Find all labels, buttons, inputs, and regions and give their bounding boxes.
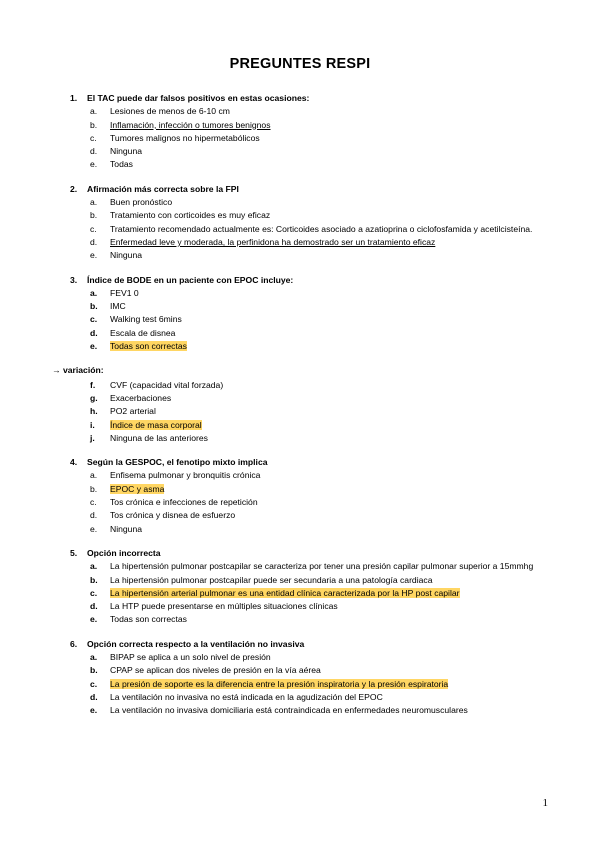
option-item xyxy=(0,560,600,573)
question-list xyxy=(0,92,600,728)
option-text: Todas son correctas xyxy=(110,614,187,625)
option-item xyxy=(0,209,600,222)
option-text: CPAP se aplican dos niveles de presión en la vía aérea xyxy=(110,665,321,676)
option-item xyxy=(0,145,600,158)
question-text: Opción correcta respecto a la ventilación no invasiva xyxy=(87,638,305,649)
option-item-correct xyxy=(0,587,600,600)
option-text: Ninguna de las anteriores xyxy=(110,432,208,443)
option-letter: e. xyxy=(90,523,98,534)
option-item xyxy=(0,664,600,677)
question-1-options xyxy=(0,105,600,171)
variation-options xyxy=(0,379,600,445)
question-3-options xyxy=(0,287,600,353)
question-6 xyxy=(70,638,600,651)
option-item xyxy=(0,523,600,536)
option-item xyxy=(0,327,600,340)
option-item xyxy=(0,600,600,613)
option-letter: a. xyxy=(90,470,98,481)
option-item xyxy=(0,249,600,262)
option-item xyxy=(0,132,600,145)
option-item xyxy=(0,313,600,326)
option-letter: j. xyxy=(90,432,95,443)
option-item xyxy=(0,574,600,587)
variation-heading xyxy=(52,364,600,377)
option-letter: d. xyxy=(90,146,98,157)
option-text: Ninguna xyxy=(110,146,143,157)
option-letter: a. xyxy=(90,561,98,572)
option-item-correct xyxy=(0,419,600,432)
option-item-correct xyxy=(0,678,600,691)
option-item xyxy=(0,432,600,445)
option-item-correct xyxy=(0,483,600,496)
option-text: La hipertensión pulmonar postcapilar se caracteriza por tener una presión capilar pulmonar superior a 15mmhg xyxy=(110,561,534,572)
option-text-highlighted: La presión de soporte es la diferencia entre la presión inspiratoria y la presión espiratoria xyxy=(110,678,449,689)
option-text: Ninguna xyxy=(110,250,143,261)
option-letter: d. xyxy=(90,236,98,247)
option-letter: f. xyxy=(90,379,96,390)
question-text: Según la GESPOC, el fenotipo mixto implica xyxy=(87,457,268,468)
page-number: 1 xyxy=(542,797,548,809)
option-text: La ventilación no invasiva domiciliaria está contraindicada en enfermedades neuromusculares xyxy=(110,705,468,716)
option-letter: e. xyxy=(90,705,98,716)
option-text: Tos crónica e infecciones de repetición xyxy=(110,497,258,508)
option-letter: i. xyxy=(90,419,95,430)
option-item xyxy=(0,405,600,418)
question-number: 2. xyxy=(70,183,78,194)
option-letter: e. xyxy=(90,250,98,261)
option-letter: c. xyxy=(90,587,98,598)
option-text: Tratamiento recomendado actualmente es: Corticoides asociado a azatioprina o ciclofosfamida y acetilcisteína. xyxy=(110,223,533,234)
option-item xyxy=(0,300,600,313)
option-text: Tratamiento con corticoides es muy eficaz xyxy=(110,210,271,221)
option-item xyxy=(0,392,600,405)
option-letter: c. xyxy=(90,314,98,325)
option-text: BIPAP se aplica a un solo nivel de presión xyxy=(110,651,271,662)
option-text-highlighted: Todas son correctas xyxy=(110,341,187,352)
question-4 xyxy=(70,456,600,469)
option-letter: d. xyxy=(90,691,98,702)
option-text: IMC xyxy=(110,301,126,312)
option-text-highlighted: Índice de masa corporal xyxy=(110,419,202,430)
option-letter: c. xyxy=(90,678,98,689)
question-text: Índice de BODE en un paciente con EPOC incluye: xyxy=(87,274,294,285)
option-item xyxy=(0,119,600,132)
option-text: Todas xyxy=(110,159,133,170)
question-text: Opción incorrecta xyxy=(87,547,161,558)
option-letter: h. xyxy=(90,406,98,417)
option-letter: e. xyxy=(90,614,98,625)
option-item xyxy=(0,613,600,626)
option-letter: g. xyxy=(90,392,98,403)
question-4-options xyxy=(0,469,600,535)
option-text: La hipertensión pulmonar postcapilar puede ser secundaria a una patología cardiaca xyxy=(110,574,433,585)
question-5 xyxy=(70,547,600,560)
question-text: Afirmación más correcta sobre la FPI xyxy=(87,183,239,194)
option-letter: b. xyxy=(90,665,98,676)
option-letter: c. xyxy=(90,497,97,508)
question-number: 1. xyxy=(70,93,78,103)
option-letter: e. xyxy=(90,159,98,170)
option-item xyxy=(0,651,600,664)
question-5-options xyxy=(0,560,600,626)
option-letter: a. xyxy=(90,651,98,662)
question-number: 4. xyxy=(70,457,78,468)
option-letter: a. xyxy=(90,106,98,117)
option-text-highlighted: La hipertensión arterial pulmonar es una entidad clínica caracterizada por la HP post capilar xyxy=(110,587,460,598)
option-item xyxy=(0,236,600,249)
option-text: CVF (capacidad vital forzada) xyxy=(110,379,224,390)
option-text: La HTP puede presentarse en múltiples situaciones clínicas xyxy=(110,601,338,612)
option-text: FEV1 0 xyxy=(110,287,139,298)
question-number: 5. xyxy=(70,547,78,558)
option-letter: b. xyxy=(90,574,98,585)
option-item xyxy=(0,105,600,118)
page-title: PREGUNTES RESPI xyxy=(229,56,371,72)
option-text: Buen pronóstico xyxy=(110,197,173,208)
option-text-highlighted: EPOC y asma xyxy=(110,483,165,494)
question-number: 6. xyxy=(70,638,78,649)
question-2 xyxy=(70,183,600,196)
option-text: PO2 arterial xyxy=(110,406,156,417)
option-letter: d. xyxy=(90,510,98,521)
option-letter: b. xyxy=(90,301,98,312)
question-2-options xyxy=(0,196,600,262)
option-text: Tumores malignos no hipermetabólicos xyxy=(110,132,260,143)
option-letter: a. xyxy=(90,197,98,208)
option-letter: a. xyxy=(90,287,98,298)
option-text: Tos crónica y disnea de esfuerzo xyxy=(110,510,236,521)
option-item xyxy=(0,287,600,300)
option-item xyxy=(0,469,600,482)
option-letter: b. xyxy=(90,119,98,130)
option-item xyxy=(0,223,600,236)
option-text-underlined: Enfermedad leve y moderada, la perfinidona ha demostrado ser un tratamiento eficaz xyxy=(110,236,436,247)
option-letter: b. xyxy=(90,210,98,221)
question-3 xyxy=(70,274,600,287)
option-text: Walking test 6mins xyxy=(110,314,182,325)
option-text: Ninguna xyxy=(110,523,143,534)
question-6-options xyxy=(0,651,600,717)
option-text: Exacerbaciones xyxy=(110,392,172,403)
option-text: La ventilación no invasiva no está indicada en la agudización del EPOC xyxy=(110,691,383,702)
option-item xyxy=(0,496,600,509)
option-letter: e. xyxy=(90,341,98,352)
option-item xyxy=(0,379,600,392)
option-item xyxy=(0,509,600,522)
option-letter: c. xyxy=(90,223,97,234)
option-letter: c. xyxy=(90,132,97,143)
option-text-underlined: Inflamación, infección o tumores benignos xyxy=(110,119,271,130)
option-letter: d. xyxy=(90,327,98,338)
option-letter: b. xyxy=(90,483,98,494)
arrow-icon: → xyxy=(52,365,61,376)
option-item xyxy=(0,158,600,171)
option-item xyxy=(0,691,600,704)
option-text: Escala de disnea xyxy=(110,327,176,338)
option-item-correct xyxy=(0,340,600,353)
option-item xyxy=(0,704,600,717)
option-letter: d. xyxy=(90,601,98,612)
question-1 xyxy=(70,92,600,105)
option-text: Lesiones de menos de 6-10 cm xyxy=(110,106,230,117)
question-number: 3. xyxy=(70,274,78,285)
variation-label: variación: xyxy=(62,365,104,376)
question-text: El TAC puede dar falsos positivos en estas ocasiones: xyxy=(87,93,310,103)
option-text: Enfisema pulmonar y bronquitis crónica xyxy=(110,470,261,481)
option-item xyxy=(0,196,600,209)
